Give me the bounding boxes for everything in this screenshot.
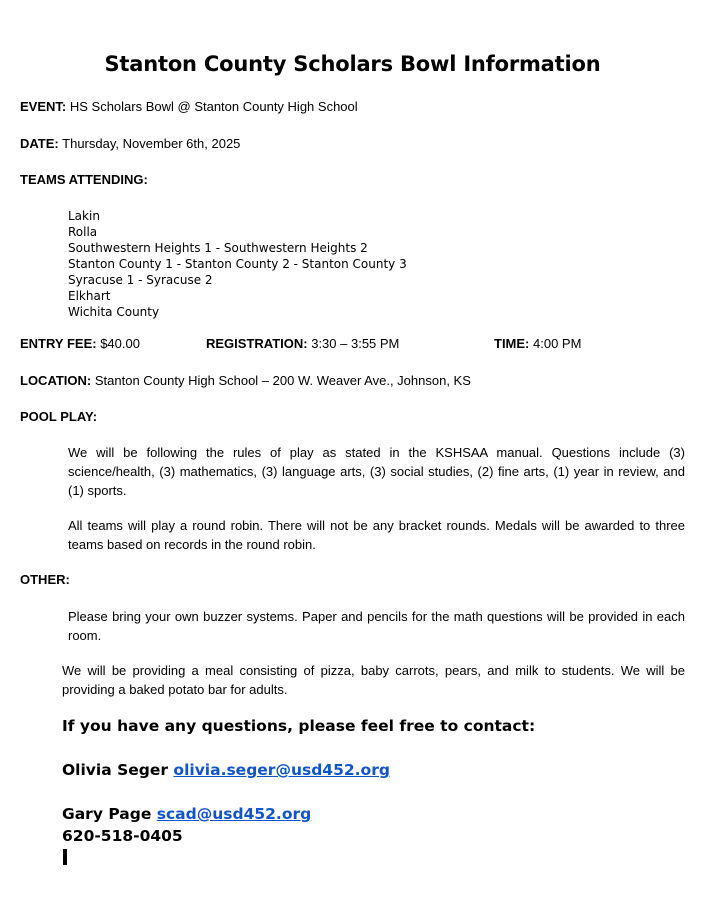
contact-person-1 — [62, 761, 390, 779]
contact-2-email-link[interactable]: scad@usd452.org — [156, 805, 312, 823]
team-item: Wichita County — [68, 305, 160, 319]
team-item: Stanton County 1 - Stanton County 2 - Stanton County 3 — [68, 257, 407, 271]
teams-label-text: TEAMS ATTENDING: — [20, 172, 148, 187]
time-value: 4:00 PM — [533, 336, 582, 351]
location-value: Stanton County High School – 200 W. Weaver Ave., Johnson, KS — [94, 373, 471, 388]
registration-label: REGISTRATION: — [206, 336, 308, 351]
location-row — [20, 373, 471, 389]
date-label: DATE: — [20, 136, 59, 151]
pool-play-label-text: POOL PLAY: — [20, 409, 98, 424]
event-label: EVENT: — [20, 99, 67, 114]
pool-play-rules: We will be following the rules of play as stated in the KSHSAA manual. Questions include (3) science/health, (3) mathematics, (3) language arts, (3) social studies, (2) fine arts, (1) year in review, and (1) sports. — [68, 445, 685, 498]
entry-fee-value: $40.00 — [100, 336, 140, 351]
page-title: Stanton County Scholars Bowl Information — [104, 52, 601, 76]
pool-play-label — [20, 409, 97, 425]
other-label — [20, 572, 70, 588]
text-cursor — [63, 849, 67, 865]
teams-label — [20, 172, 148, 188]
other-buzzers: Please bring your own buzzer systems. Paper and pencils for the math questions will be provided in each room. — [68, 609, 685, 643]
contact-2-name: Gary Page — [62, 805, 152, 823]
location-label: LOCATION: — [20, 373, 92, 388]
registration-value: 3:30 – 3:55 PM — [311, 336, 400, 351]
start-time — [494, 336, 581, 352]
team-item: Elkhart — [68, 289, 111, 303]
event-row — [20, 99, 358, 115]
team-item: Syracuse 1 - Syracuse 2 — [68, 273, 213, 287]
team-item: Lakin — [68, 209, 100, 223]
contact-1-email-link[interactable]: olivia.seger@usd452.org — [173, 761, 390, 779]
teams-list — [68, 208, 407, 320]
pool-play-format: All teams will play a round robin. There will not be any bracket rounds. Medals will be awarded to three teams based on records in the round robin. — [68, 518, 685, 552]
registration — [206, 336, 399, 352]
other-label-text: OTHER: — [20, 572, 70, 587]
contact-person-2 — [62, 805, 311, 823]
contact-2-phone: 620-518-0405 — [62, 827, 183, 845]
team-item: Southwestern Heights 1 - Southwestern Heights 2 — [68, 241, 368, 255]
team-item: Rolla — [68, 225, 98, 239]
contact-heading: If you have any questions, please feel free to contact: — [62, 717, 536, 735]
date-value: Thursday, November 6th, 2025 — [62, 136, 241, 151]
date-row — [20, 136, 240, 152]
other-meal: We will be providing a meal consisting of pizza, baby carrots, pears, and milk to students. We will be providing a baked potato bar for adults. — [62, 663, 685, 697]
time-label: TIME: — [494, 336, 530, 351]
contact-1-name: Olivia Seger — [62, 761, 169, 779]
entry-fee-label: ENTRY FEE: — [20, 336, 97, 351]
event-value: HS Scholars Bowl @ Stanton County High School — [69, 99, 358, 114]
entry-fee — [20, 336, 140, 352]
